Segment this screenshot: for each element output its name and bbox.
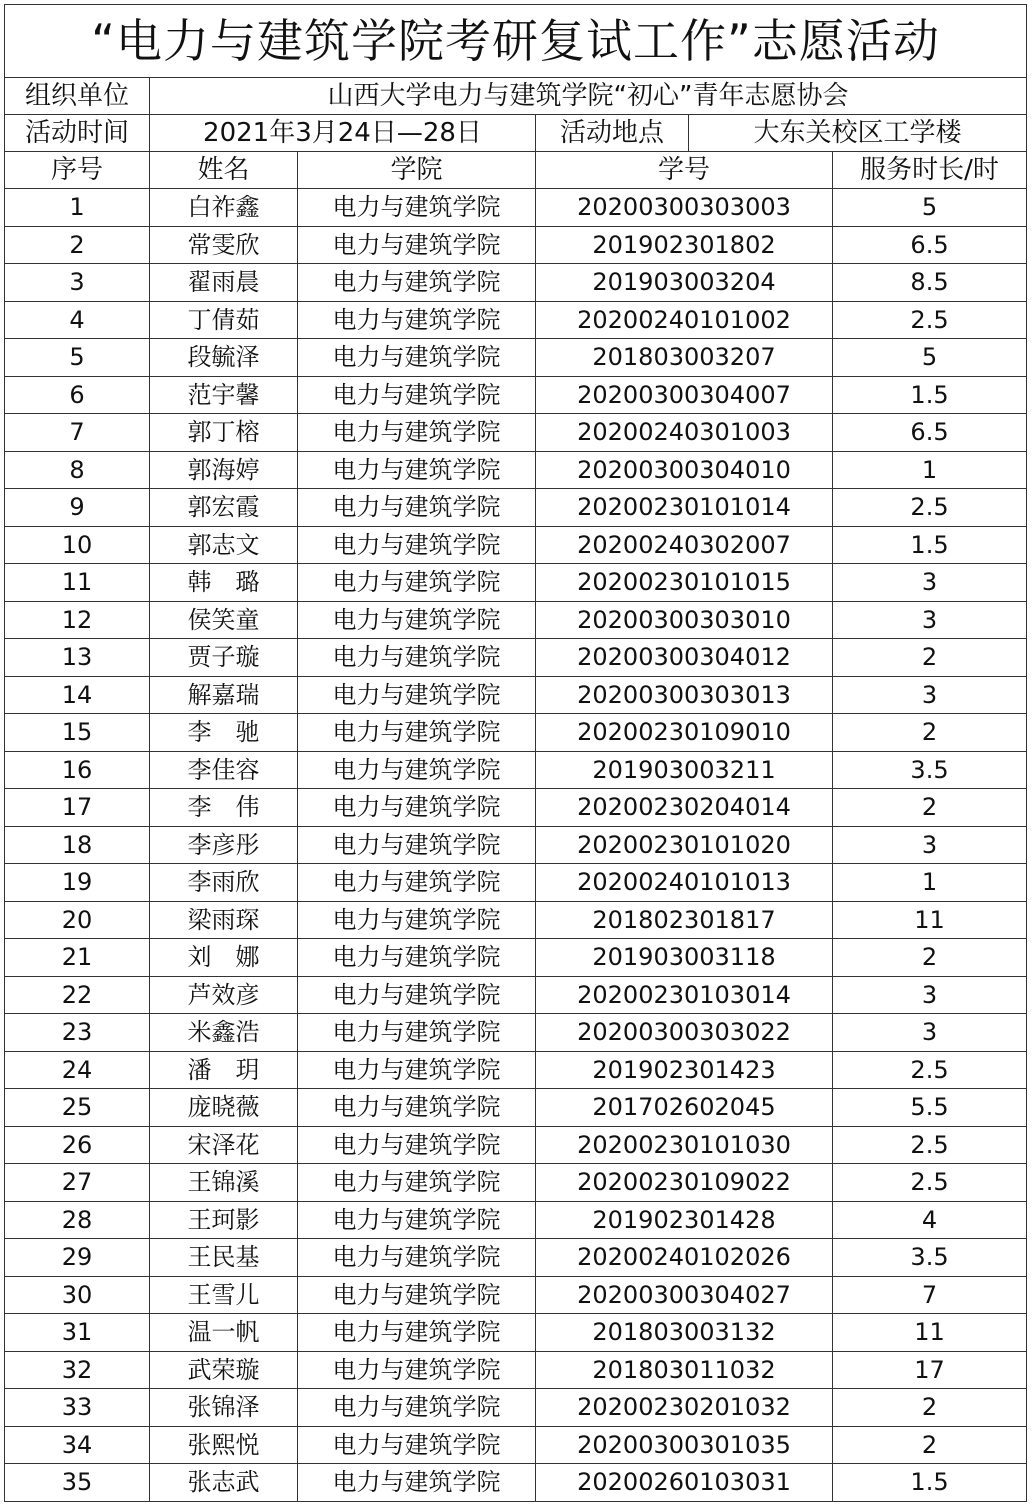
student-name-cell: 张志武: [150, 1464, 298, 1502]
student-name-cell: 李 驰: [150, 714, 298, 752]
service-hours-cell: 5: [833, 189, 1027, 227]
row-index-cell: 3: [5, 264, 150, 302]
table-row: [5, 751, 1027, 789]
college-cell: 电力与建筑学院: [298, 751, 536, 789]
table-row: [5, 676, 1027, 714]
row-index-cell: 15: [5, 714, 150, 752]
column-header-index: 序号: [5, 152, 150, 189]
row-index-cell: 5: [5, 339, 150, 377]
student-id-cell: 20200240101013: [536, 864, 833, 902]
service-hours-cell: 1: [833, 864, 1027, 902]
service-hours-cell: 1.5: [833, 1464, 1027, 1502]
student-id-cell: 20200230101014: [536, 489, 833, 527]
table-row: [5, 1201, 1027, 1239]
org-label: 组织单位: [5, 78, 150, 115]
student-id-cell: 20200230204014: [536, 789, 833, 827]
place-value: 大东关校区工学楼: [689, 115, 1027, 152]
table-row: [5, 226, 1027, 264]
college-cell: 电力与建筑学院: [298, 601, 536, 639]
table-row: [5, 901, 1027, 939]
table-row: [5, 1051, 1027, 1089]
table-row: [5, 601, 1027, 639]
row-index-cell: 25: [5, 1089, 150, 1127]
college-cell: 电力与建筑学院: [298, 789, 536, 827]
student-id-cell: 20200240101002: [536, 301, 833, 339]
student-id-cell: 20200230101015: [536, 564, 833, 602]
student-id-cell: 20200300303003: [536, 189, 833, 227]
row-index-cell: 18: [5, 826, 150, 864]
service-hours-cell: 7: [833, 1276, 1027, 1314]
table-row: [5, 1164, 1027, 1202]
service-hours-cell: 2: [833, 1426, 1027, 1464]
student-name-cell: 庞晓薇: [150, 1089, 298, 1127]
row-index-cell: 9: [5, 489, 150, 527]
row-index-cell: 16: [5, 751, 150, 789]
student-id-cell: 20200240102026: [536, 1239, 833, 1277]
college-cell: 电力与建筑学院: [298, 1201, 536, 1239]
service-hours-cell: 3.5: [833, 1239, 1027, 1277]
student-name-cell: 解嘉瑞: [150, 676, 298, 714]
row-index-cell: 27: [5, 1164, 150, 1202]
college-cell: 电力与建筑学院: [298, 301, 536, 339]
college-cell: 电力与建筑学院: [298, 826, 536, 864]
college-cell: 电力与建筑学院: [298, 864, 536, 902]
college-cell: 电力与建筑学院: [298, 976, 536, 1014]
service-hours-cell: 3: [833, 564, 1027, 602]
row-index-cell: 20: [5, 901, 150, 939]
student-name-cell: 翟雨晨: [150, 264, 298, 302]
student-id-cell: 20200300301035: [536, 1426, 833, 1464]
table-row: [5, 939, 1027, 977]
college-cell: 电力与建筑学院: [298, 1239, 536, 1277]
table-row: [5, 301, 1027, 339]
college-cell: 电力与建筑学院: [298, 564, 536, 602]
table-row: [5, 489, 1027, 527]
student-name-cell: 段毓泽: [150, 339, 298, 377]
service-hours-cell: 1.5: [833, 526, 1027, 564]
time-label: 活动时间: [5, 115, 150, 152]
table-row: [5, 1351, 1027, 1389]
service-hours-cell: 6.5: [833, 226, 1027, 264]
service-hours-cell: 3: [833, 676, 1027, 714]
service-hours-cell: 8.5: [833, 264, 1027, 302]
table-row: [5, 189, 1027, 227]
college-cell: 电力与建筑学院: [298, 1089, 536, 1127]
service-hours-cell: 2: [833, 939, 1027, 977]
service-hours-cell: 11: [833, 1314, 1027, 1352]
row-index-cell: 13: [5, 639, 150, 677]
student-name-cell: 郭海婷: [150, 451, 298, 489]
column-header-name: 姓名: [150, 152, 298, 189]
student-id-cell: 201702602045: [536, 1089, 833, 1127]
college-cell: 电力与建筑学院: [298, 901, 536, 939]
row-index-cell: 35: [5, 1464, 150, 1502]
volunteer-sheet: [4, 4, 1026, 1504]
table-row: [5, 1426, 1027, 1464]
student-name-cell: 韩 璐: [150, 564, 298, 602]
college-cell: 电力与建筑学院: [298, 376, 536, 414]
student-name-cell: 丁倩茹: [150, 301, 298, 339]
student-name-cell: 武荣璇: [150, 1351, 298, 1389]
table-row: [5, 789, 1027, 827]
student-id-cell: 20200300303010: [536, 601, 833, 639]
service-hours-cell: 11: [833, 901, 1027, 939]
college-cell: 电力与建筑学院: [298, 1276, 536, 1314]
student-id-cell: 201902301423: [536, 1051, 833, 1089]
service-hours-cell: 2: [833, 714, 1027, 752]
table-row: [5, 714, 1027, 752]
student-name-cell: 李佳容: [150, 751, 298, 789]
org-value: 山西大学电力与建筑学院“初心”青年志愿协会: [150, 78, 1027, 115]
student-name-cell: 王雪儿: [150, 1276, 298, 1314]
college-cell: 电力与建筑学院: [298, 639, 536, 677]
college-cell: 电力与建筑学院: [298, 1464, 536, 1502]
row-index-cell: 7: [5, 414, 150, 452]
service-hours-cell: 3: [833, 601, 1027, 639]
college-cell: 电力与建筑学院: [298, 1314, 536, 1352]
student-id-cell: 20200300304010: [536, 451, 833, 489]
row-index-cell: 29: [5, 1239, 150, 1277]
college-cell: 电力与建筑学院: [298, 676, 536, 714]
table-row: [5, 1089, 1027, 1127]
row-index-cell: 1: [5, 189, 150, 227]
table-row: [5, 1276, 1027, 1314]
student-id-cell: 20200230201032: [536, 1389, 833, 1427]
college-cell: 电力与建筑学院: [298, 1351, 536, 1389]
row-index-cell: 2: [5, 226, 150, 264]
service-hours-cell: 3: [833, 976, 1027, 1014]
student-id-cell: 20200300303022: [536, 1014, 833, 1052]
row-index-cell: 17: [5, 789, 150, 827]
student-name-cell: 刘 娜: [150, 939, 298, 977]
service-hours-cell: 2: [833, 639, 1027, 677]
table-row: [5, 1239, 1027, 1277]
student-name-cell: 白祚鑫: [150, 189, 298, 227]
college-cell: 电力与建筑学院: [298, 714, 536, 752]
volunteer-table: [4, 4, 1027, 1502]
place-label: 活动地点: [536, 115, 689, 152]
service-hours-cell: 3: [833, 1014, 1027, 1052]
table-row: [5, 526, 1027, 564]
student-name-cell: 范宇馨: [150, 376, 298, 414]
college-cell: 电力与建筑学院: [298, 1126, 536, 1164]
service-hours-cell: 2.5: [833, 1126, 1027, 1164]
row-index-cell: 24: [5, 1051, 150, 1089]
student-id-cell: 201803003132: [536, 1314, 833, 1352]
service-hours-cell: 3.5: [833, 751, 1027, 789]
college-cell: 电力与建筑学院: [298, 189, 536, 227]
student-name-cell: 郭宏霞: [150, 489, 298, 527]
row-index-cell: 6: [5, 376, 150, 414]
service-hours-cell: 1.5: [833, 376, 1027, 414]
student-id-cell: 20200230109022: [536, 1164, 833, 1202]
table-row: [5, 564, 1027, 602]
student-id-cell: 20200300304012: [536, 639, 833, 677]
table-row: [5, 339, 1027, 377]
student-id-cell: 201903003211: [536, 751, 833, 789]
column-header-college: 学院: [298, 152, 536, 189]
student-name-cell: 潘 玥: [150, 1051, 298, 1089]
student-id-cell: 201902301428: [536, 1201, 833, 1239]
column-header-student-id: 学号: [536, 152, 833, 189]
table-row: [5, 1126, 1027, 1164]
student-name-cell: 李 伟: [150, 789, 298, 827]
student-name-cell: 王珂影: [150, 1201, 298, 1239]
college-cell: 电力与建筑学院: [298, 1389, 536, 1427]
service-hours-cell: 6.5: [833, 414, 1027, 452]
table-row: [5, 826, 1027, 864]
row-index-cell: 19: [5, 864, 150, 902]
student-name-cell: 王民基: [150, 1239, 298, 1277]
student-id-cell: 20200230101030: [536, 1126, 833, 1164]
column-header-hours: 服务时长/时: [833, 152, 1027, 189]
table-row: [5, 1314, 1027, 1352]
student-name-cell: 侯笑童: [150, 601, 298, 639]
row-index-cell: 34: [5, 1426, 150, 1464]
row-index-cell: 4: [5, 301, 150, 339]
student-name-cell: 王锦溪: [150, 1164, 298, 1202]
college-cell: 电力与建筑学院: [298, 1164, 536, 1202]
student-name-cell: 芦效彦: [150, 976, 298, 1014]
row-index-cell: 23: [5, 1014, 150, 1052]
college-cell: 电力与建筑学院: [298, 339, 536, 377]
student-id-cell: 201802301817: [536, 901, 833, 939]
college-cell: 电力与建筑学院: [298, 451, 536, 489]
row-index-cell: 11: [5, 564, 150, 602]
student-id-cell: 20200260103031: [536, 1464, 833, 1502]
student-name-cell: 米鑫浩: [150, 1014, 298, 1052]
row-index-cell: 33: [5, 1389, 150, 1427]
student-id-cell: 20200230103014: [536, 976, 833, 1014]
student-id-cell: 20200230109010: [536, 714, 833, 752]
table-row: [5, 864, 1027, 902]
student-id-cell: 20200300303013: [536, 676, 833, 714]
student-name-cell: 李雨欣: [150, 864, 298, 902]
college-cell: 电力与建筑学院: [298, 414, 536, 452]
student-id-cell: 20200230101020: [536, 826, 833, 864]
college-cell: 电力与建筑学院: [298, 1014, 536, 1052]
student-name-cell: 常雯欣: [150, 226, 298, 264]
college-cell: 电力与建筑学院: [298, 939, 536, 977]
time-value: 2021年3月24日—28日: [150, 115, 536, 152]
row-index-cell: 28: [5, 1201, 150, 1239]
table-row: [5, 1389, 1027, 1427]
service-hours-cell: 2: [833, 1389, 1027, 1427]
service-hours-cell: 4: [833, 1201, 1027, 1239]
service-hours-cell: 2.5: [833, 1051, 1027, 1089]
student-name-cell: 贾子璇: [150, 639, 298, 677]
service-hours-cell: 3: [833, 826, 1027, 864]
row-index-cell: 10: [5, 526, 150, 564]
student-id-cell: 20200300304007: [536, 376, 833, 414]
student-id-cell: 201803003207: [536, 339, 833, 377]
college-cell: 电力与建筑学院: [298, 1426, 536, 1464]
row-index-cell: 14: [5, 676, 150, 714]
row-index-cell: 8: [5, 451, 150, 489]
page-title: “电力与建筑学院考研复试工作”志愿活动: [5, 5, 1027, 78]
service-hours-cell: 5.5: [833, 1089, 1027, 1127]
college-cell: 电力与建筑学院: [298, 489, 536, 527]
college-cell: 电力与建筑学院: [298, 226, 536, 264]
table-row: [5, 376, 1027, 414]
student-name-cell: 张熙悦: [150, 1426, 298, 1464]
student-id-cell: 20200240302007: [536, 526, 833, 564]
service-hours-cell: 1: [833, 451, 1027, 489]
table-row: [5, 976, 1027, 1014]
college-cell: 电力与建筑学院: [298, 526, 536, 564]
student-id-cell: 201903003204: [536, 264, 833, 302]
student-name-cell: 梁雨琛: [150, 901, 298, 939]
service-hours-cell: 2.5: [833, 1164, 1027, 1202]
row-index-cell: 12: [5, 601, 150, 639]
table-row: [5, 451, 1027, 489]
student-id-cell: 20200300304027: [536, 1276, 833, 1314]
table-row: [5, 414, 1027, 452]
row-index-cell: 32: [5, 1351, 150, 1389]
college-cell: 电力与建筑学院: [298, 1051, 536, 1089]
table-row: [5, 1464, 1027, 1502]
service-hours-cell: 5: [833, 339, 1027, 377]
service-hours-cell: 2.5: [833, 301, 1027, 339]
student-id-cell: 20200240301003: [536, 414, 833, 452]
student-id-cell: 201903003118: [536, 939, 833, 977]
student-id-cell: 201803011032: [536, 1351, 833, 1389]
service-hours-cell: 2: [833, 789, 1027, 827]
student-name-cell: 郭丁榕: [150, 414, 298, 452]
student-id-cell: 201902301802: [536, 226, 833, 264]
row-index-cell: 30: [5, 1276, 150, 1314]
row-index-cell: 26: [5, 1126, 150, 1164]
student-name-cell: 温一帆: [150, 1314, 298, 1352]
table-row: [5, 639, 1027, 677]
service-hours-cell: 2.5: [833, 489, 1027, 527]
row-index-cell: 31: [5, 1314, 150, 1352]
service-hours-cell: 17: [833, 1351, 1027, 1389]
student-name-cell: 郭志文: [150, 526, 298, 564]
table-row: [5, 264, 1027, 302]
table-row: [5, 1014, 1027, 1052]
row-index-cell: 22: [5, 976, 150, 1014]
student-name-cell: 宋泽花: [150, 1126, 298, 1164]
row-index-cell: 21: [5, 939, 150, 977]
student-name-cell: 李彦彤: [150, 826, 298, 864]
student-name-cell: 张锦泽: [150, 1389, 298, 1427]
college-cell: 电力与建筑学院: [298, 264, 536, 302]
